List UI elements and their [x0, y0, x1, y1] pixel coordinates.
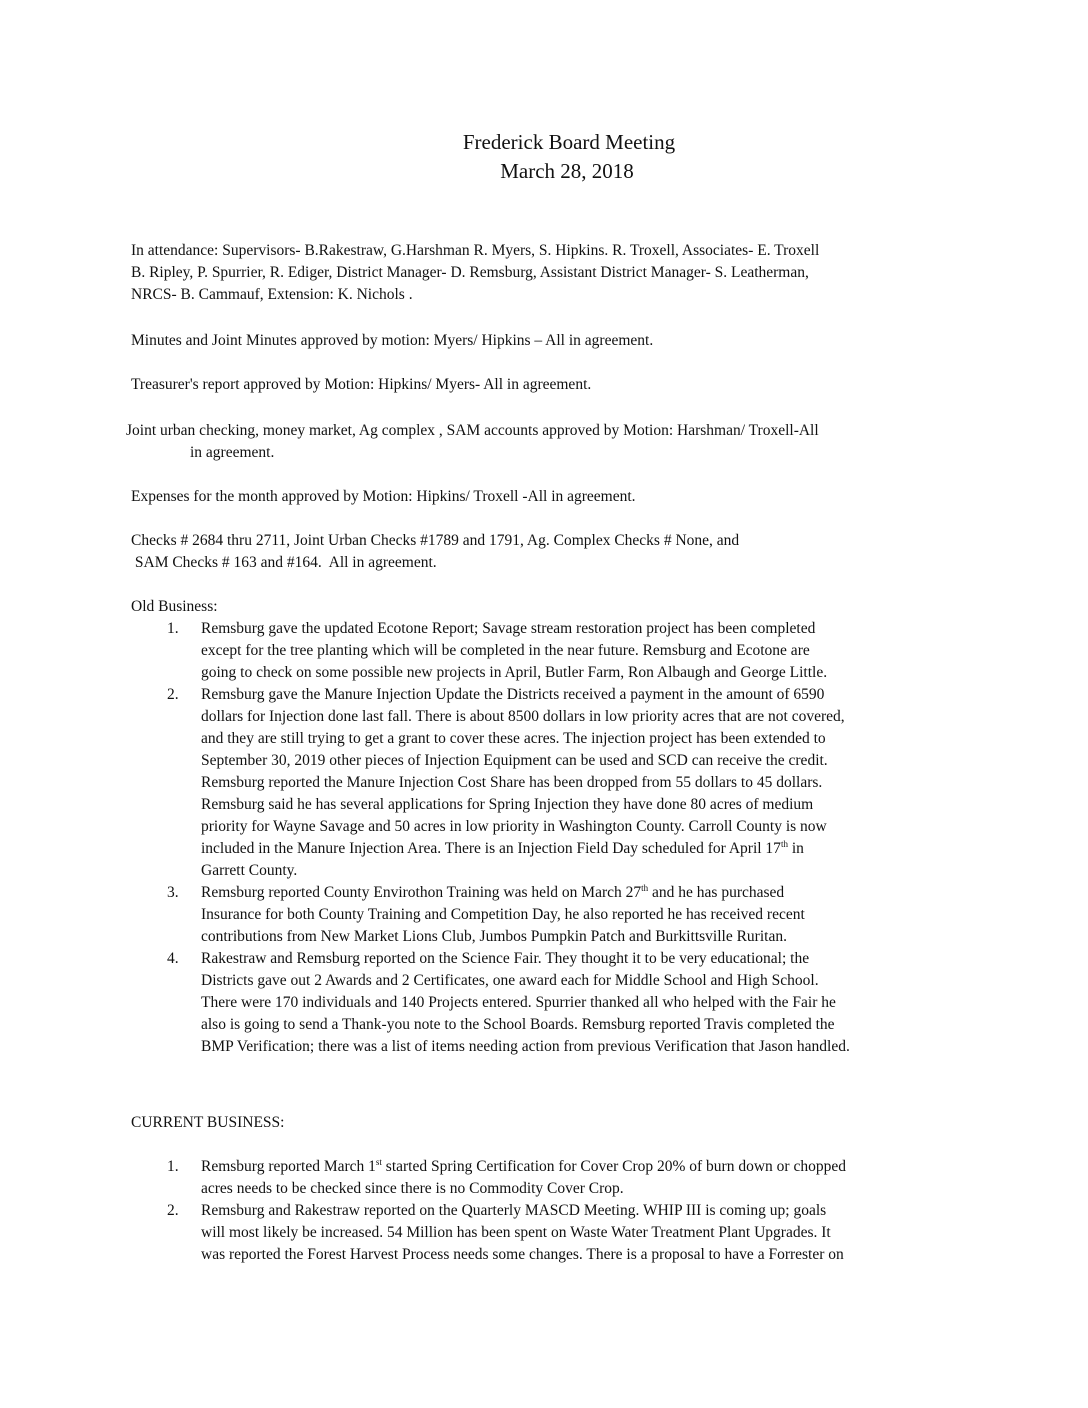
item-line: dollars for Injection done last fall. There is about 8500 dollars in low priority acres that are not covered,	[201, 708, 845, 725]
title-line: Frederick Board Meeting	[462, 130, 676, 154]
item-line: Remsburg reported the Manure Injection Cost Share has been dropped from 55 dollars to 45 dollars.	[201, 774, 823, 791]
item-line: Garrett County.	[201, 862, 298, 879]
item-line: was reported the Forest Harvest Process needs some changes. There is a proposal to have a Forrester on	[201, 1246, 844, 1263]
item-line-text: included in the Manure Injection Area. There is an Injection Field Day scheduled for April 17	[201, 840, 781, 857]
current-business-list	[131, 1156, 1031, 1266]
item-number: 2.	[167, 686, 179, 703]
item-number: 1.	[167, 620, 179, 637]
checks-motion	[131, 530, 1011, 574]
old-business-list	[131, 618, 1031, 1058]
motion-line: Checks # 2684 thru 2711, Joint Urban Checks #1789 and 1791, Ag. Complex Checks # None, and	[131, 532, 740, 549]
ordinal-suffix: th	[780, 838, 788, 849]
list-item	[131, 618, 1031, 684]
expenses-motion: Expenses for the month approved by Motion: Hipkins/ Troxell -All in agreement.	[131, 488, 636, 505]
item-line: Remsburg gave the Manure Injection Update the Districts received a payment in the amount of 6590	[201, 686, 825, 703]
item-line: September 30, 2019 other pieces of Injection Equipment can be used and SCD can receive the credit.	[201, 752, 828, 769]
item-line-text: in	[787, 840, 804, 857]
list-item	[131, 948, 1031, 1058]
item-line	[201, 1156, 1031, 1178]
joint-accounts-motion	[126, 420, 1016, 464]
motion-line: Joint urban checking, money market, Ag complex , SAM accounts approved by Motion: Harshman/ Troxell-All	[126, 422, 819, 439]
attendance-line: In attendance: Supervisors- B.Rakestraw, G.Harshman R. Myers, S. Hipkins. R. Troxell, Associates- E. Troxell	[131, 242, 820, 259]
item-line-text: Remsburg reported March 1	[201, 1158, 376, 1175]
treasurer-motion: Treasurer's report approved by Motion: Hipkins/ Myers- All in agreement.	[131, 376, 592, 393]
item-line: priority for Wayne Savage and 50 acres in low priority in Washington County. Carroll County is now	[201, 818, 827, 835]
item-line: BMP Verification; there was a list of items needing action from previous Verification that Jason handled.	[201, 1038, 850, 1055]
item-line-text: started Spring Certification for Cover Crop 20% of burn down or chopped	[381, 1158, 846, 1175]
item-line: Remsburg said he has several applications for Spring Injection they have done 80 acres of medium	[201, 796, 814, 813]
item-line: also is going to send a Thank-you note to the School Boards. Remsburg reported Travis completed the	[201, 1016, 835, 1033]
item-number: 1.	[167, 1158, 179, 1175]
motion-line: in agreement.	[190, 444, 275, 461]
item-line: Rakestraw and Remsburg reported on the Science Fair. They thought it to be very educational; the	[201, 950, 810, 967]
list-item	[131, 684, 1031, 882]
motion-line: SAM Checks # 163 and #164. All in agreement.	[131, 554, 437, 571]
attendance-line: B. Ripley, P. Spurrier, R. Ediger, District Manager- D. Remsburg, Assistant District Manager- S. Leatherman,	[131, 264, 809, 281]
current-business-heading: CURRENT BUSINESS:	[131, 1114, 285, 1131]
minutes-motion: Minutes and Joint Minutes approved by motion: Myers/ Hipkins – All in agreement.	[131, 332, 654, 349]
document-title	[0, 128, 1088, 186]
item-line-text: Remsburg reported County Envirothon Training was held on March 27	[201, 884, 642, 901]
ordinal-suffix: st	[375, 1156, 382, 1167]
item-line: acres needs to be checked since there is no Commodity Cover Crop.	[201, 1180, 624, 1197]
item-line: and they are still trying to get a grant to cover these acres. The injection project has been extended to	[201, 730, 826, 747]
item-line: There were 170 individuals and 140 Projects entered. Spurrier thanked all who helped with the Fair he	[201, 994, 836, 1011]
item-line: Remsburg and Rakestraw reported on the Quarterly MASCD Meeting. WHIP III is coming up; goals	[201, 1202, 827, 1219]
old-business-heading: Old Business:	[131, 598, 218, 615]
list-item	[131, 1200, 1031, 1266]
item-line	[201, 882, 1031, 904]
item-line: will most likely be increased. 54 Million has been spent on Waste Water Treatment Plant Upgrades. It	[201, 1224, 831, 1241]
list-item	[131, 1156, 1031, 1200]
item-line: Insurance for both County Training and Competition Day, he also reported he has received recent	[201, 906, 805, 923]
attendance-paragraph	[131, 240, 1011, 306]
item-line	[201, 838, 1031, 860]
item-line: contributions from New Market Lions Club, Jumbos Pumpkin Patch and Burkittsville Ruritan.	[201, 928, 787, 945]
item-line: except for the tree planting which will be completed in the near future. Remsburg and Ecotone are	[201, 642, 810, 659]
item-number: 3.	[167, 884, 179, 901]
list-item	[131, 882, 1031, 948]
item-number: 4.	[167, 950, 179, 967]
meeting-date: March 28, 2018	[500, 159, 634, 183]
item-line: Remsburg gave the updated Ecotone Report; Savage stream restoration project has been completed	[201, 620, 816, 637]
item-line-text: and he has purchased	[648, 884, 785, 901]
item-line: Districts gave out 2 Awards and 2 Certificates, one award each for Middle School and High School.	[201, 972, 819, 989]
item-line: going to check on some possible new projects in April, Butler Farm, Ron Albaugh and George Little.	[201, 664, 828, 681]
attendance-line: NRCS- B. Cammauf, Extension: K. Nichols .	[131, 286, 413, 303]
ordinal-suffix: th	[641, 882, 649, 893]
item-number: 2.	[167, 1202, 179, 1219]
